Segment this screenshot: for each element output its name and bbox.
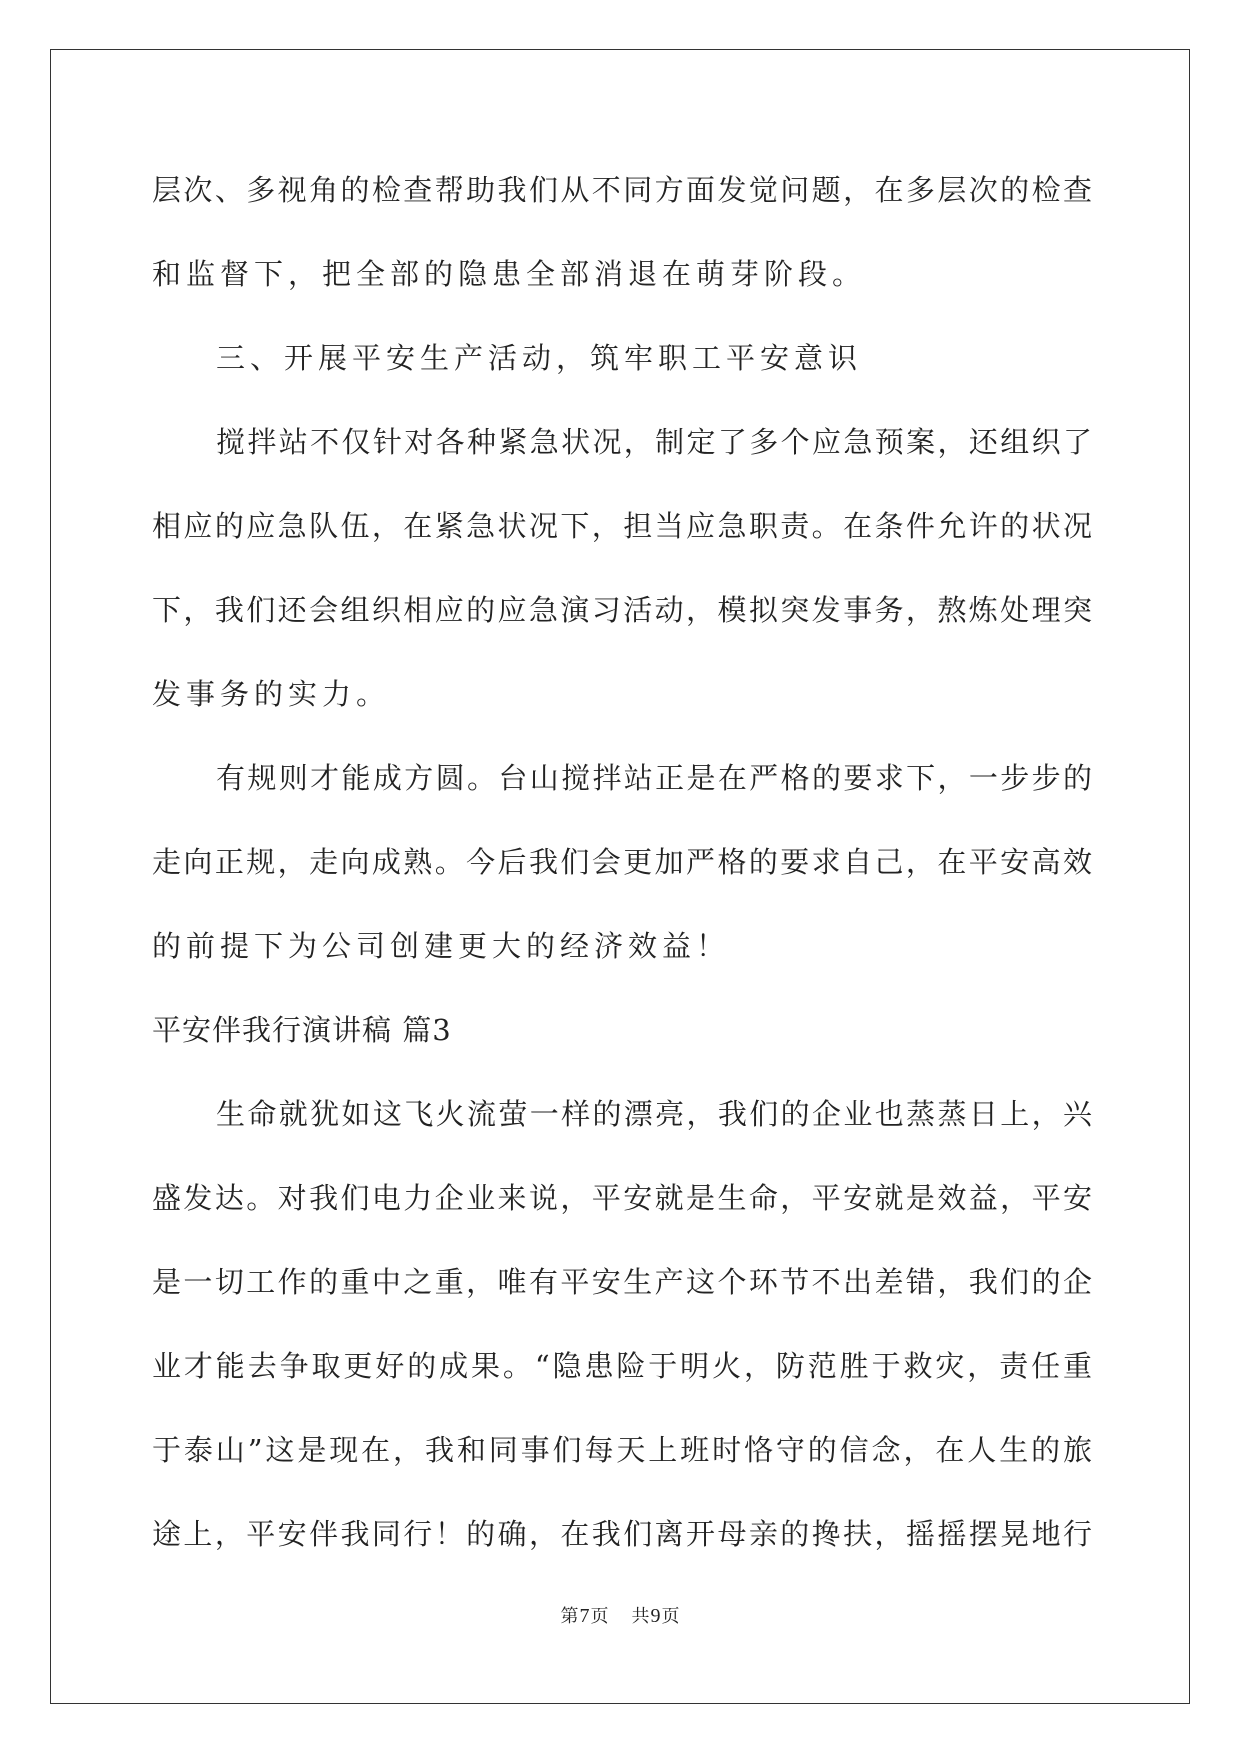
- paragraph-line: 生命就犹如这飞火流萤一样的漂亮，我们的企业也蒸蒸日上，兴: [216, 1097, 1092, 1131]
- paragraph-line: 业才能去争取更好的成果。“隐患险于明火，防范胜于救灾，责任重: [152, 1349, 1092, 1383]
- footer-page-word: 页: [590, 1606, 610, 1627]
- paragraph-line: 下，我们还会组织相应的应急演习活动，模拟突发事务，熬炼处理突: [152, 593, 1092, 627]
- section-heading: 三、开展平安生产活动，筑牢职工平安意识: [216, 341, 863, 375]
- paragraph-line: 发事务的实力。: [152, 677, 391, 711]
- page-footer: [0, 1602, 1241, 1628]
- paragraph-line: 层次、多视角的检查帮助我们从不同方面发觉问题，在多层次的检查: [152, 173, 1092, 207]
- footer-total-prefix: 共: [631, 1606, 651, 1627]
- current-page-number: 7: [579, 1605, 591, 1627]
- paragraph-line: 和监督下，把全部的隐患全部消退在萌芽阶段。: [152, 257, 867, 291]
- paragraph-line: 于泰山”这是现在，我和同事们每天上班时恪守的信念，在人生的旅: [152, 1433, 1092, 1467]
- paragraph-line: 的前提下为公司创建更大的经济效益！: [152, 929, 731, 963]
- paragraph-line: 搅拌站不仅针对各种紧急状况，制定了多个应急预案，还组织了: [216, 425, 1092, 459]
- footer-prefix: 第: [560, 1606, 580, 1627]
- paragraph-line: 走向正规，走向成熟。今后我们会更加严格的要求自己，在平安高效: [152, 845, 1092, 879]
- footer-suffix: 页: [661, 1606, 681, 1627]
- document-body: [152, 165, 1092, 1593]
- paragraph-line: 途上，平安伴我同行！的确，在我们离开母亲的搀扶，摇摇摆晃地行: [152, 1517, 1092, 1551]
- total-page-number: 9: [650, 1605, 662, 1627]
- paragraph-line: 相应的应急队伍，在紧急状况下，担当应急职责。在条件允许的状况: [152, 509, 1092, 543]
- paragraph-line: 是一切工作的重中之重，唯有平安生产这个环节不出差错，我们的企: [152, 1265, 1092, 1299]
- article-title: 平安伴我行演讲稿 篇3: [152, 1013, 452, 1047]
- paragraph-line: 有规则才能成方圆。台山搅拌站正是在严格的要求下，一步步的: [216, 761, 1092, 795]
- paragraph-line: 盛发达。对我们电力企业来说，平安就是生命，平安就是效益，平安: [152, 1181, 1092, 1215]
